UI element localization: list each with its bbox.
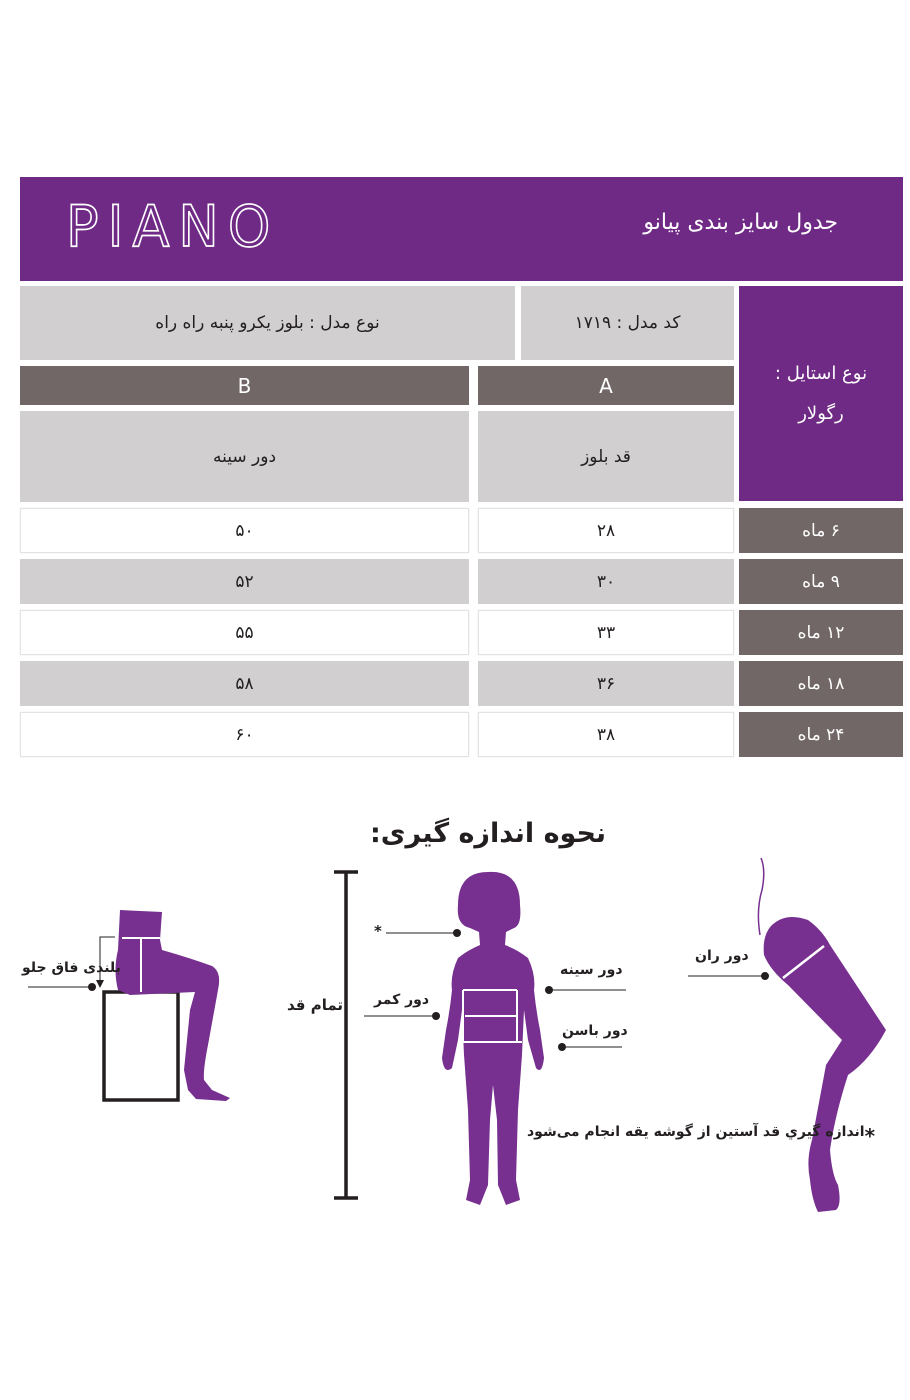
note-text: اندازه گیري قد آستین از گوشه یقه انجام می‌شود [527, 1124, 865, 1140]
style-label: نوع استایل : [774, 362, 868, 384]
label-full-height: تمام قد [287, 996, 344, 1014]
cell-value: ۳۶ [596, 673, 616, 694]
cell-value: ۵۰ [235, 520, 254, 541]
sitting-figure-icon [28, 910, 230, 1101]
size-label: ۱۲ ماه [797, 622, 845, 643]
cell-value: ۵۸ [235, 673, 254, 694]
cell-value: ۵۵ [235, 622, 254, 643]
column-header-chest-text: دور سینه [213, 446, 277, 467]
cell-value: ۵۲ [235, 571, 254, 592]
brand-logo: PIANO [66, 193, 280, 260]
label-hip: دور باسن [562, 1023, 628, 1039]
column-letter-b-text: B [237, 373, 252, 398]
model-type-text: نوع مدل : بلوز یکرو پنبه راه راه [155, 313, 380, 333]
column-header-length-text: قد بلوز [581, 446, 631, 467]
label-chest: دور سینه [560, 962, 623, 978]
cell-value: ۳۳ [596, 622, 616, 643]
page-title: جدول سایز بندی پیانو [643, 210, 838, 235]
label-waist: دور کمر [374, 992, 430, 1008]
column-letter-a-text: A [599, 373, 613, 398]
cell-value: ۳۰ [596, 571, 616, 592]
size-label: ۶ ماه [802, 520, 840, 541]
height-bar-icon [334, 872, 358, 1198]
label-front-rise: بلندی فاق جلو [22, 960, 121, 976]
howto-title: نحوه اندازه گیری: [370, 818, 607, 849]
size-label: ۲۴ ماه [797, 724, 845, 745]
label-asterisk: * [374, 922, 382, 940]
size-label: ۹ ماه [802, 571, 840, 592]
note-mark: * [864, 1124, 876, 1148]
style-value: رگولار [798, 402, 844, 424]
sleeve-measurement-note [527, 1124, 875, 1148]
cell-value: ۲۸ [596, 520, 616, 541]
cell-value: ۳۸ [596, 724, 616, 745]
cell-value: ۶۰ [235, 724, 254, 745]
label-thigh: دور ران [695, 948, 749, 964]
size-label: ۱۸ ماه [797, 673, 845, 694]
leg-figure-icon [688, 858, 886, 1212]
model-code-text: کد مدل : ۱۷۱۹ [574, 313, 681, 333]
